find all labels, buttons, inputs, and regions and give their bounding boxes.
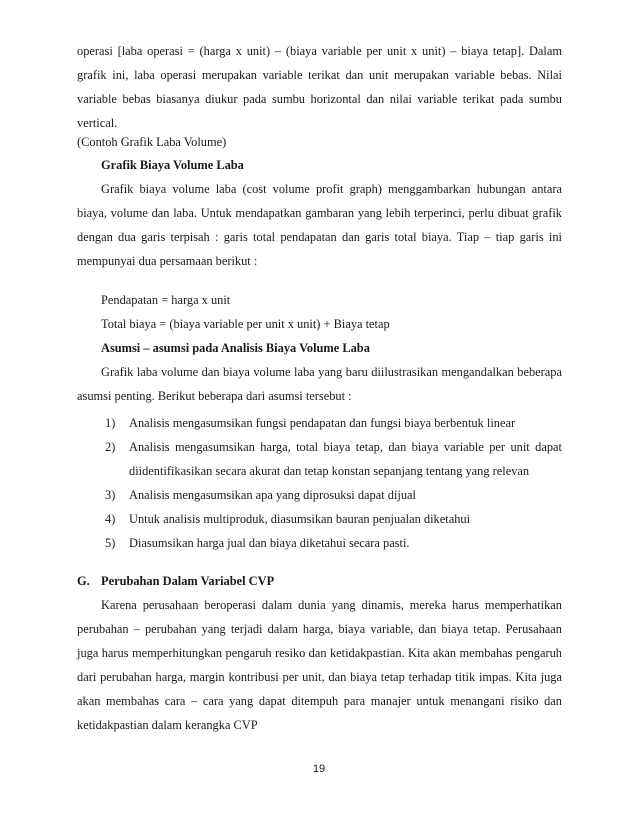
paragraph-line: biaya, volume dan laba. Untuk mendapatkan gambaran yang lebih terperinci, perlu dibuat grafik [77,206,562,220]
list-item-number: 5) [105,536,116,550]
paragraph-line: Grafik biaya volume laba (cost volume profit graph) menggambarkan hubungan antara [101,182,562,196]
paragraph-line: ketidakpastian dalam kerangka CVP [77,718,258,732]
list-item-continuation: diidentifikasikan secara akurat dan tetap konstan sepanjang tentang yang relevan [129,464,530,478]
formula-cost: Total biaya = (biaya variable per unit x unit) + Biaya tetap [101,317,390,331]
list-item: Analisis mengasumsikan fungsi pendapatan dan fungsi biaya berbentuk linear [129,416,516,430]
list-item: Analisis mengasumsikan harga, total biaya tetap, dan biaya variable per unit dapat [129,440,562,454]
paragraph-line: akan membahas cara – cara yang dapat ditempuh para manajer untuk menangani risiko dan [77,694,562,708]
heading-grafik: Grafik Biaya Volume Laba [101,158,244,172]
section-number: G. [77,574,90,588]
paragraph-line: perubahan – perubahan yang terjadi dalam harga, biaya variable, dan biaya tetap. Perusahaan [77,622,562,636]
paragraph-line: juga harus memperhitungkan pengaruh resiko dan ketidakpastian. Kita akan membahas pengaruh [77,646,562,660]
heading-asumsi: Asumsi – asumsi pada Analisis Biaya Volume Laba [101,341,370,355]
paragraph-line: asumsi penting. Berikut beberapa dari asumsi tersebut : [77,389,352,403]
list-item: Diasumsikan harga jual dan biaya diketahui secara pasti. [129,536,410,550]
list-item: Untuk analisis multiproduk, diasumsikan bauran penjualan diketahui [129,512,471,526]
list-item-number: 3) [105,488,116,502]
page-number: 19 [312,763,326,775]
list-item-number: 1) [105,416,116,430]
list-item-number: 2) [105,440,116,454]
paragraph-line: dari perubahan harga, margin kontribusi per unit, dan biaya tetap terhadap titik impas. Kita juga [77,670,562,684]
list-item-number: 4) [105,512,116,526]
formula-revenue: Pendapatan = harga x unit [101,293,231,307]
paragraph-line: dengan dua garis terpisah : garis total pendapatan dan garis total biaya. Tiap – tiap garis ini [77,230,562,244]
paragraph-line: mempunyai dua persamaan berikut : [77,254,258,268]
paragraph-line: operasi [laba operasi = (harga x unit) – (biaya variable per unit x unit) – biaya tetap]. Dalam [77,44,562,58]
paragraph-line: grafik ini, laba operasi merupakan variable terikat dan unit merupakan variable bebas. Nilai [77,68,562,82]
paragraph-line: Karena perusahaan beroperasi dalam dunia yang dinamis, mereka harus memperhatikan [101,598,562,612]
example-caption: (Contoh Grafik Laba Volume) [77,135,227,149]
paragraph-line: vertical. [77,116,118,130]
paragraph-line: variable bebas biasanya diukur pada sumbu horizontal dan nilai variable terikat pada sumbu [77,92,562,106]
list-item: Analisis mengasumsikan apa yang diprosuksi dapat dijual [129,488,416,502]
paragraph-line: Grafik laba volume dan biaya volume laba yang baru diilustrasikan mengandalkan beberapa [101,365,562,379]
section-title: Perubahan Dalam Variabel CVP [101,574,275,588]
